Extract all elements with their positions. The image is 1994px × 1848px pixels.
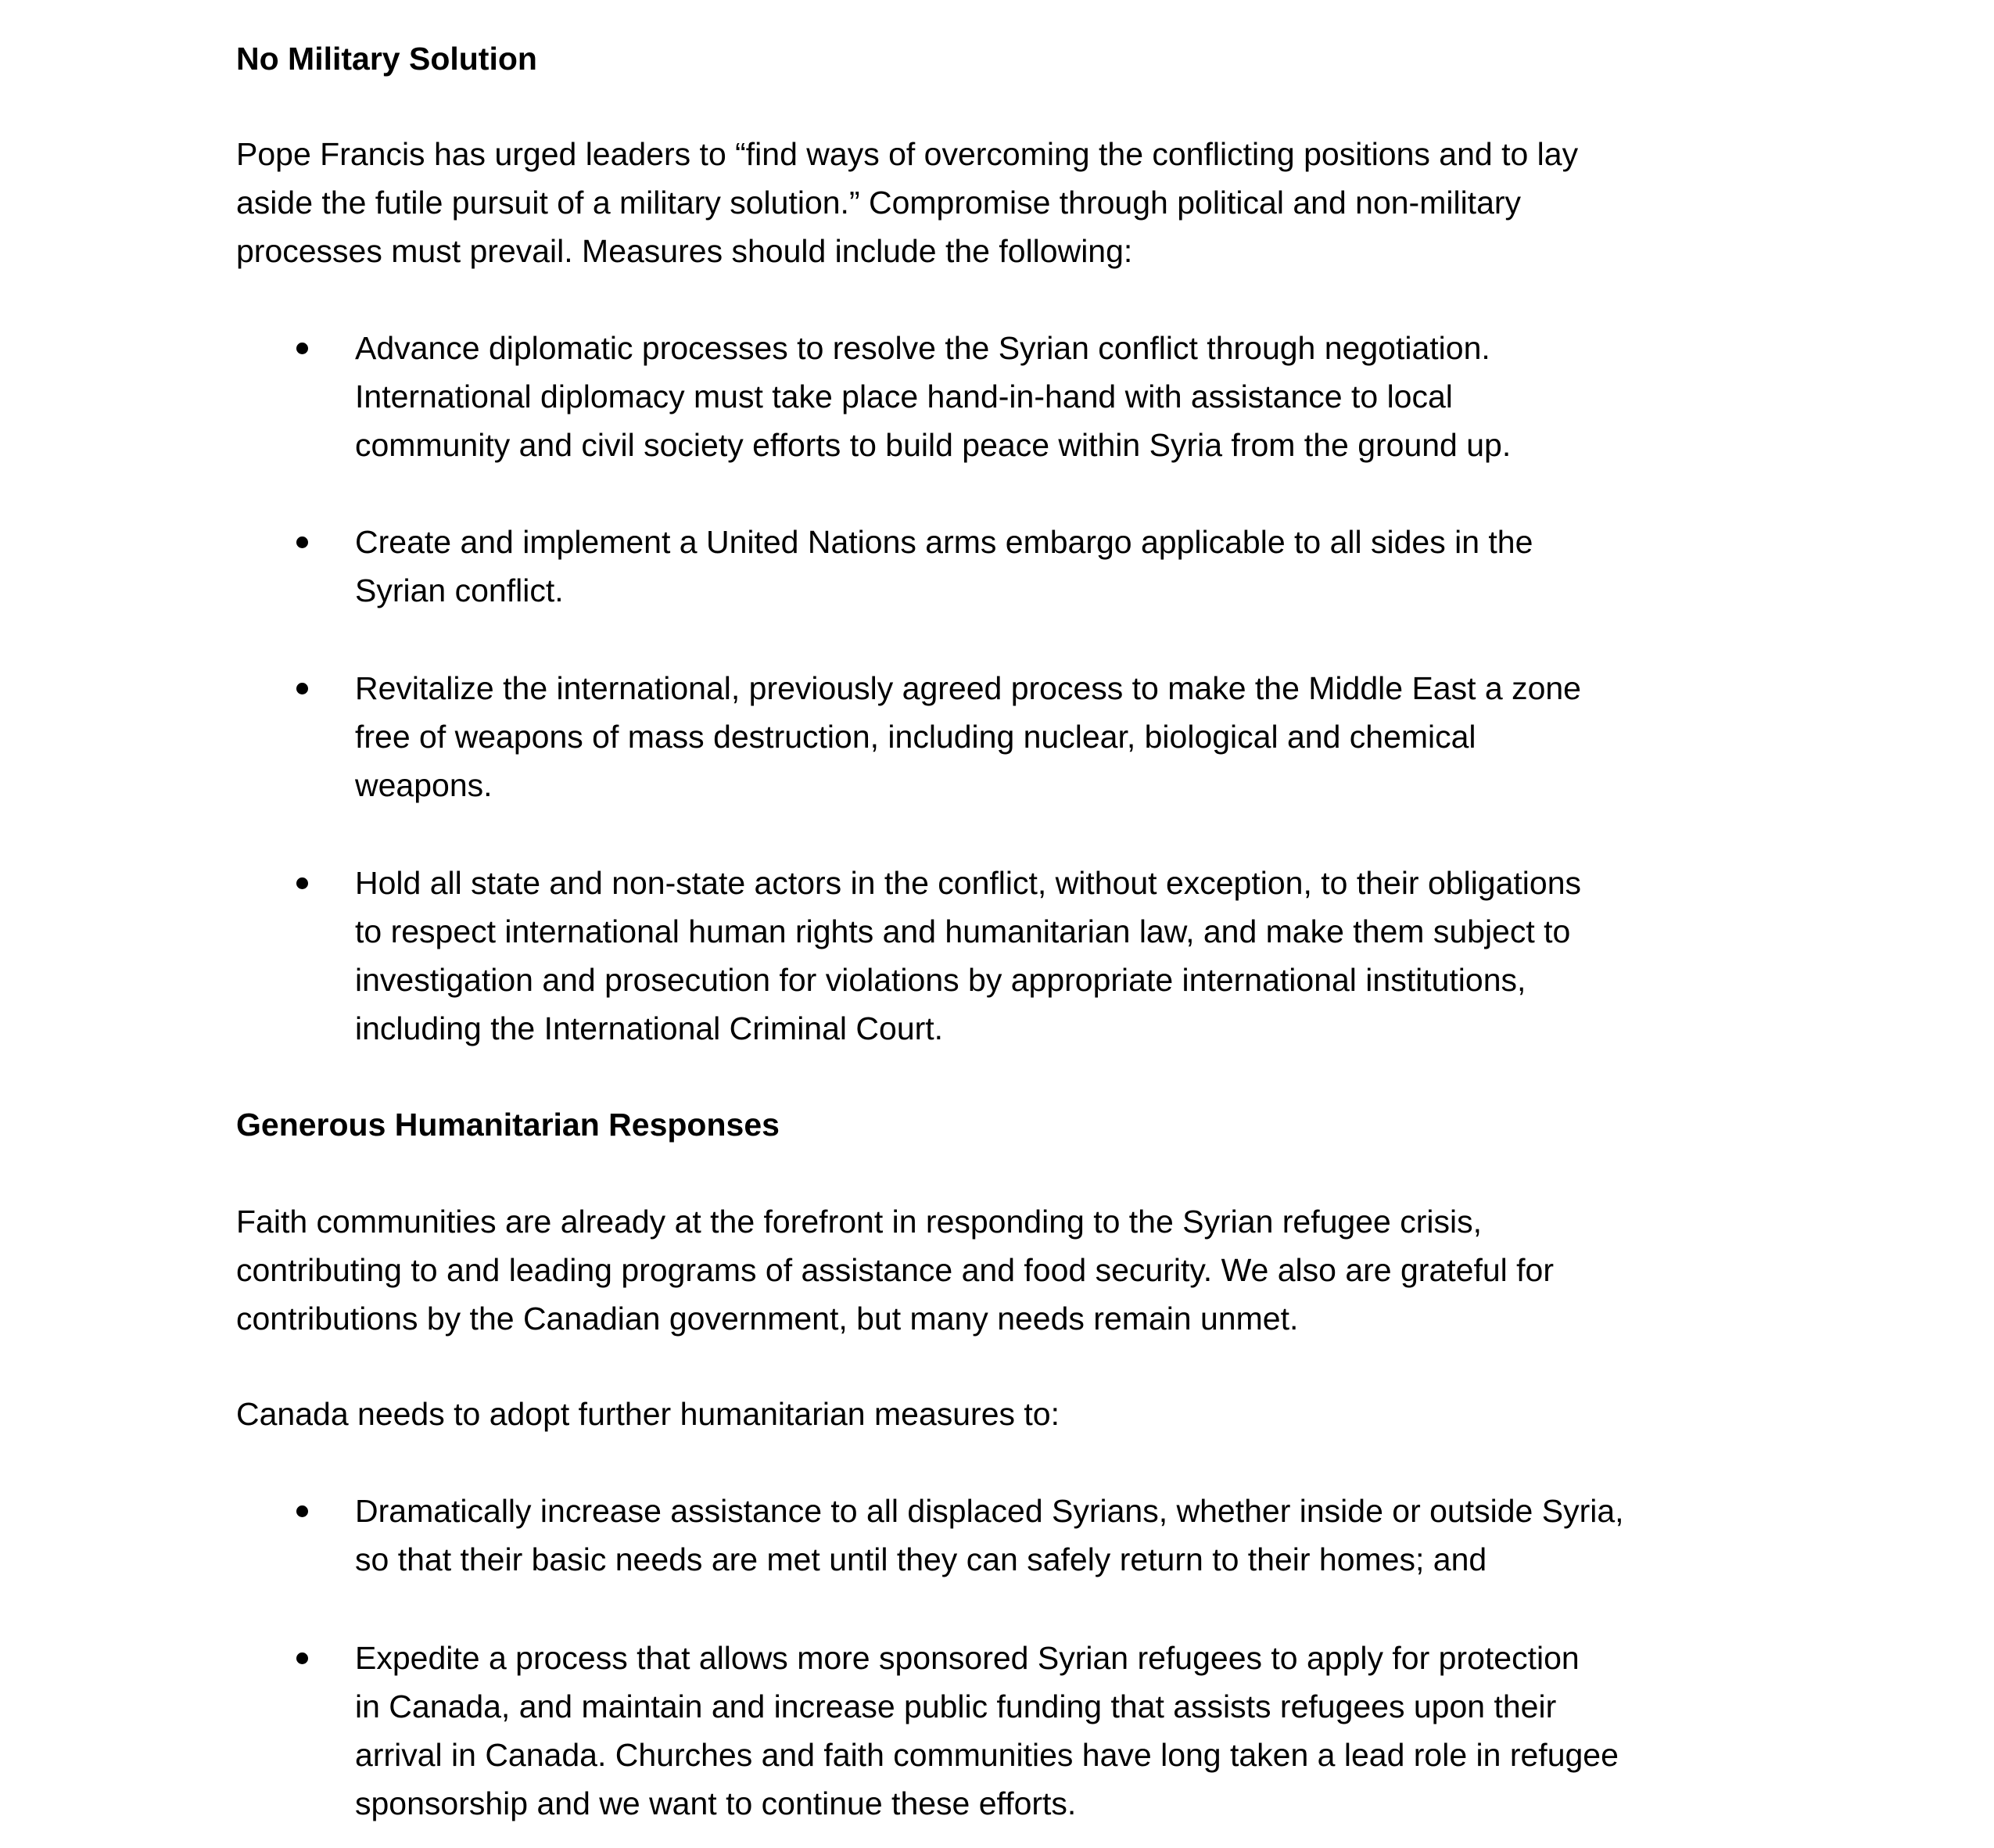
bullet-point-icon: [296, 536, 308, 548]
section-heading-no-military-solution: No Military Solution: [236, 41, 537, 77]
bullet-line: sponsorship and we want to continue these efforts.: [355, 1785, 1077, 1821]
bullet-point-icon: [296, 343, 308, 354]
bullet-text: [355, 518, 1533, 615]
bullet-text: [355, 1487, 1624, 1584]
bullet-line: free of weapons of mass destruction, including nuclear, biological and chemical: [355, 719, 1476, 755]
bullet-point-icon: [296, 1652, 308, 1664]
bullet-line: Dramatically increase assistance to all displaced Syrians, whether inside or outside Syria,: [355, 1493, 1624, 1529]
paragraph-line: Pope Francis has urged leaders to “find ways of overcoming the conflicting positions and to lay: [236, 136, 1579, 172]
bullet-line: so that their basic needs are met until they can safely return to their homes; and: [355, 1541, 1487, 1577]
bullet-line: International diplomacy must take place hand-in-hand with assistance to local: [355, 379, 1453, 414]
bullet-text: [355, 324, 1511, 469]
bullet-point-icon: [296, 877, 308, 889]
bullet-line: Expedite a process that allows more sponsored Syrian refugees to apply for protection: [355, 1640, 1580, 1676]
bullet-line: Create and implement a United Nations arms embargo applicable to all sides in the: [355, 524, 1533, 560]
bullet-line: in Canada, and maintain and increase public funding that assists refugees upon their: [355, 1688, 1557, 1724]
bullet-line: to respect international human rights and humanitarian law, and make them subject to: [355, 913, 1571, 949]
section-intro-paragraph: [236, 1197, 1796, 1343]
bullet-text: [355, 859, 1581, 1053]
paragraph-line: processes must prevail. Measures should include the following:: [236, 233, 1133, 269]
bullet-point-icon: [296, 1505, 308, 1517]
bullet-line: Syrian conflict.: [355, 572, 564, 608]
bullet-line: Hold all state and non-state actors in the conflict, without exception, to their obligations: [355, 865, 1582, 901]
bullet-point-icon: [296, 683, 308, 694]
paragraph-line: Faith communities are already at the forefront in responding to the Syrian refugee crisis,: [236, 1204, 1482, 1240]
paragraph-line: contributions by the Canadian government, but many needs remain unmet.: [236, 1301, 1299, 1337]
bullet-line: including the International Criminal Court.: [355, 1010, 944, 1046]
paragraph-line: aside the futile pursuit of a military solution.” Compromise through political and non-military: [236, 185, 1522, 221]
paragraph-line: contributing to and leading programs of assistance and food security. We also are grateful for: [236, 1252, 1554, 1288]
lead-in-paragraph: [236, 1390, 1796, 1438]
paragraph-line: Canada needs to adopt further humanitarian measures to:: [236, 1396, 1060, 1432]
section-heading-generous-humanitarian-responses: Generous Humanitarian Responses: [236, 1107, 780, 1143]
section-intro-paragraph: [236, 130, 1796, 275]
bullet-line: Advance diplomatic processes to resolve the Syrian conflict through negotiation.: [355, 330, 1490, 366]
bullet-line: investigation and prosecution for violations by appropriate international institutions,: [355, 962, 1526, 998]
bullet-line: Revitalize the international, previously agreed process to make the Middle East a zone: [355, 670, 1581, 706]
bullet-text: [355, 1634, 1619, 1828]
bullet-line: weapons.: [355, 767, 493, 803]
bullet-text: [355, 664, 1581, 809]
bullet-line: arrival in Canada. Churches and faith communities have long taken a lead role in refugee: [355, 1737, 1619, 1773]
bullet-line: community and civil society efforts to build peace within Syria from the ground up.: [355, 427, 1512, 463]
